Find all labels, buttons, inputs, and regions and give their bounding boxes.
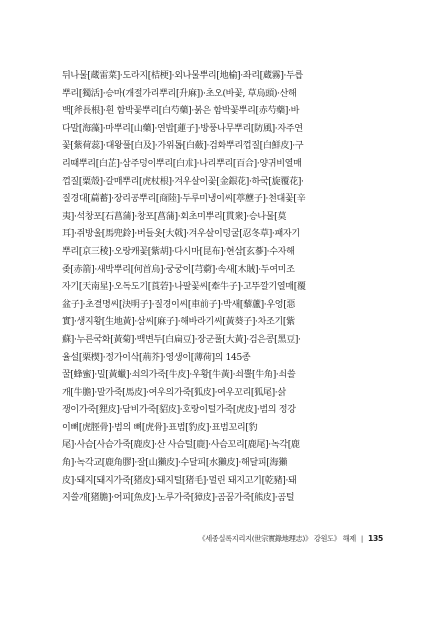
body-line: 實]·생지황[生地黃]·삼씨[麻子]·해바라기씨[黃葵子]·차조기[紫	[62, 317, 295, 328]
body-line: 자기[天南星]·오독도기[莨菪]·나팔꽃씨[牽牛子]·고뚜깔기열매[覆	[62, 282, 306, 293]
body-line: 뿌리[京三稜]·오랑캐꽃[紫胡]·다시마[昆布]·현삼[玄蔘]·수자해	[62, 246, 295, 257]
page-body	[62, 68, 381, 508]
body-line: 蘇]·누른국화[黃菊]·백변두[白扁豆]·장군풀[大黃]·검은콩[黑豆]·	[62, 334, 301, 345]
body-line: 尾]·사슴[사슴가죽[鹿皮]·산 사슴털[鹿]·사슴꼬리[鹿尾]·녹각[鹿	[62, 440, 300, 451]
footer-separator: |	[360, 534, 364, 543]
body-line: 지쓸개[猪膽]·어피[魚皮]·노루가죽[獐皮]·곰꿈가죽[熊皮]·곰털	[62, 493, 295, 504]
body-line: 이뼈[虎脛骨]·범의 뼈[虎骨]·표범[豹皮]·표범꼬리[豹	[62, 422, 258, 433]
body-line: 角]·녹각교[鹿角膠]·잘[山獺皮]·수달피[水獺皮]·해달피[海獺	[62, 458, 288, 469]
body-line: 백[斧長根]·흰 함박꽃뿌리[白芍藥]·붉은 함박꽃뿌리[赤芍藥]·바	[62, 106, 300, 117]
body-line: 율설[栗楔]·정가이삭[荊芥]·영생이[薄荷]의 145종	[62, 352, 251, 363]
body-line: 개[牛膽]·말가죽[馬皮]·여우의가죽[狐皮]·여우꼬리[狐尾]·삵	[62, 387, 286, 398]
body-line: 좆[赤箭]·새박뿌리[何首烏]·궁궁이[芎藭]·속새[木賊]·두여미조	[62, 264, 295, 275]
running-title: 《세종실록지리지(世宗實錄地理志)》 강원도》 해제	[198, 534, 356, 543]
body-line: 껍질[粟殼]·갈매뿌리[虎杖根]·겨우살이꽃[金銀花]·하국[旋覆花]·	[62, 176, 304, 187]
body-line: 꽃[紫荷蕊]·대왕풀[白及]·가위톱[白蘞]·검화뿌리껍질[白鮮皮]·구	[62, 141, 304, 152]
body-line: 뒤나물[蔵雷菜]·도라지[桔梗]·외나물뿌리[地榆]·좌리[蔵霧]·두릅	[62, 71, 303, 81]
page-footer	[148, 534, 383, 544]
page-number: 135	[368, 534, 383, 543]
body-line: 夷]·석창포[石菖蒲]·창포[菖蒲]·회초미뿌리[貫衆]·승나물[莫	[62, 211, 287, 222]
body-line: 뿌리[獨活]·승마(개절가리뿌리[升麻])·초오(바꽃, 草烏頭)·산해	[62, 88, 297, 99]
body-line: 皮]·돼지[돼지가죽[猪皮]·돼지털[猪毛]·멀린 돼지고기[乾豬]·돼	[62, 475, 297, 486]
body-line: 다말[海藻]·마뿌리[山藥]·연밥[蓮子]·방풍나무뿌리[防風]·자주연	[62, 123, 303, 134]
body-line: 盆子]·초결명씨[決明子]·질경이씨[車前子]·박새[藜蘆]·우엉[惡	[62, 299, 296, 310]
body-line: 꿀[蜂蜜]·밀[黃蠟]·쇠의가죽[牛皮]·우황[牛黃]·쇠뿔[牛角]·쇠쓸	[62, 370, 296, 381]
body-line: 질경대[萹蓄]·장리공뿌리[商陸]·두루미냉이씨[葶藶子]·천대꽃[辛	[62, 194, 306, 205]
body-line: 耳]·쥐방울[馬兜鈴]·버들옷[大戟]·겨우살이덩굴[忍冬草]·패자기	[62, 229, 300, 240]
body-line: 리때뿌리[白芷]·삼주덩이뿌리[白朮]·나리뿌리[百合]·양귀비열매	[62, 158, 302, 169]
body-line: 쟁이가죽[狸皮]·담비가죽[貂皮]·호랑이털가죽[虎皮]·범의 정강	[62, 405, 296, 416]
